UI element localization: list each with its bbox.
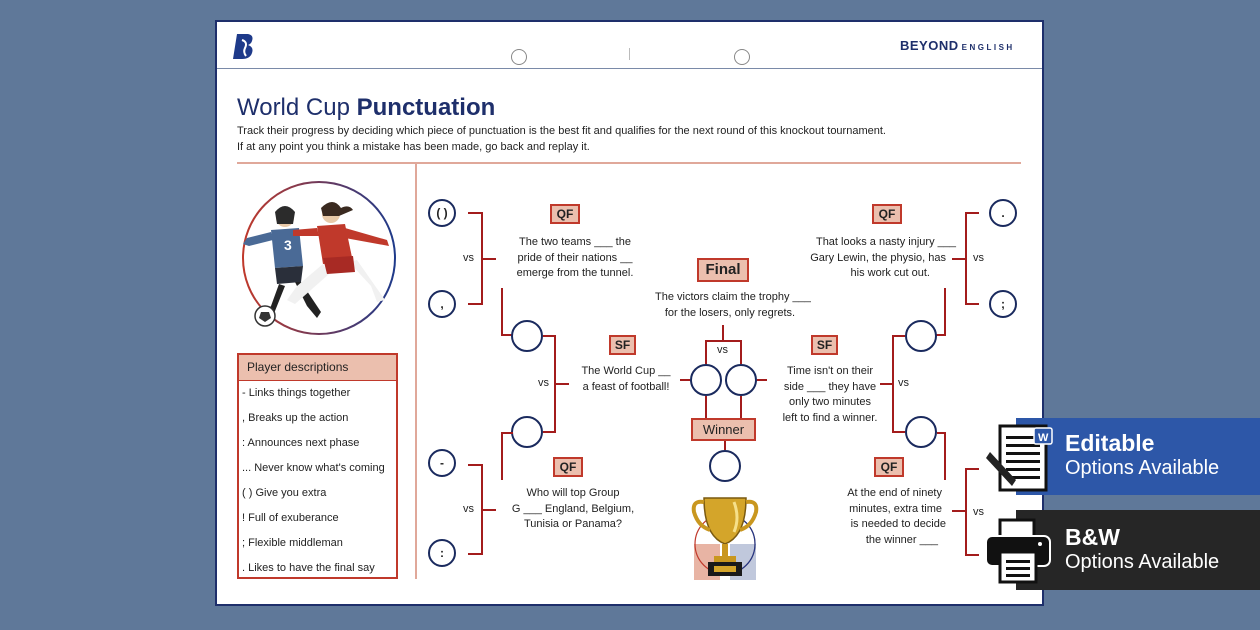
description-item: , Breaks up the action [242, 412, 349, 424]
qf-tag: QF [874, 457, 904, 477]
qf-left-top-player-1[interactable]: ( ) [428, 199, 456, 227]
vs-label: vs [463, 252, 474, 264]
brand-wordmark [900, 38, 1015, 53]
qf-right-top-player-2[interactable]: ; [989, 290, 1017, 318]
bracket-line [893, 431, 905, 433]
sentence-line: The victors claim the trophy ___ [655, 291, 811, 303]
finalist-left[interactable] [690, 364, 722, 396]
bracket-line [965, 468, 979, 470]
bracket-line [936, 334, 946, 336]
qf-right-top-player-1[interactable]: . [989, 199, 1017, 227]
badge-subtitle: Options Available [1065, 551, 1220, 573]
sentence-line: is needed to decide [850, 518, 946, 530]
center-mark [629, 48, 630, 60]
bracket-line [965, 554, 979, 556]
bracket-line [705, 340, 707, 364]
sf-right-sentence [770, 364, 890, 426]
bracket-line [722, 325, 724, 341]
bracket-line [740, 396, 742, 418]
brand-main: BEYOND [900, 38, 959, 53]
sentence-line: The two teams ___ the [519, 236, 631, 248]
bracket-line [944, 432, 946, 480]
sf-left-player-2[interactable] [511, 416, 543, 448]
vs-label: vs [973, 506, 984, 518]
punch-hole-left [511, 49, 527, 65]
column-divider [415, 163, 417, 579]
finalist-right[interactable] [725, 364, 757, 396]
sf-left-player-1[interactable] [511, 320, 543, 352]
sentence-line: Tunisia or Panama? [523, 518, 623, 530]
bracket-line [965, 303, 979, 305]
vs-label: vs [463, 503, 474, 515]
bracket-line [705, 340, 742, 342]
badge-title: Editable [1065, 430, 1155, 456]
title-light: World Cup [237, 94, 357, 121]
qf-left-bottom-player-1[interactable]: - [428, 449, 456, 477]
bracket-line [740, 340, 742, 364]
sentence-line: That looks a nasty injury ___ [815, 236, 956, 248]
sentence-line: Time isn't on their [786, 365, 874, 377]
description-item: ; Flexible middleman [242, 537, 343, 549]
qf-left-top-sentence [500, 235, 650, 282]
section-divider [237, 162, 1021, 164]
qf-right-top-sentence [786, 235, 956, 282]
bracket-line [952, 258, 966, 260]
qf-left-top-player-2[interactable]: , [428, 290, 456, 318]
sf-left-sentence [567, 364, 685, 395]
bracket-line [468, 303, 482, 305]
sf-tag: SF [609, 335, 636, 355]
bracket-line [724, 441, 726, 450]
svg-text:W: W [1038, 432, 1049, 444]
bracket-line [952, 510, 966, 512]
qf-tag: QF [872, 204, 902, 224]
sf-tag: SF [811, 335, 838, 355]
bracket-line [965, 212, 967, 305]
vs-label: vs [898, 377, 909, 389]
bracket-line [468, 553, 482, 555]
qf-right-bottom-sentence [816, 486, 946, 548]
vs-label: vs [538, 377, 549, 389]
sf-right-player-2[interactable] [905, 416, 937, 448]
sentence-line: pride of their nations __ [517, 251, 633, 264]
sentence-line: side ___ they have [783, 380, 877, 393]
bracket-line [757, 379, 767, 381]
bracket-line [482, 258, 496, 260]
final-tag: Final [697, 258, 749, 282]
sentence-line: only two minutes [789, 396, 871, 408]
description-item: ... Never know what's coming [242, 462, 385, 474]
sentence-line: G ___ England, Belgium, [511, 502, 635, 515]
player-descriptions-heading: Player descriptions [239, 355, 396, 381]
description-item: . Likes to have the final say [242, 562, 375, 574]
sentence-line: At the end of ninety [847, 487, 942, 499]
page-title [237, 94, 495, 122]
sentence-line: his work cut out. [850, 267, 930, 279]
title-bold: Punctuation [356, 94, 496, 121]
intro-line-1: Track their progress by deciding which piece of punctuation is the best fit and qualifies for the next round of this knockout tournament. [237, 125, 886, 137]
bracket-line [944, 288, 946, 336]
sentence-line: left to find a winner. [782, 411, 878, 424]
sentence-line: minutes, extra time [849, 502, 942, 515]
sentence-line: for the losers, only regrets. [664, 306, 796, 319]
badge-title: B&W [1065, 524, 1120, 550]
description-item: - Links things together [242, 387, 351, 399]
intro-line-2: If at any point you think a mistake has been made, go back and replay it. [237, 141, 590, 153]
printer-icon [982, 514, 1056, 586]
qf-tag: QF [553, 457, 583, 477]
sentence-line: The World Cup __ [581, 365, 671, 377]
winner-slot[interactable] [709, 450, 741, 482]
bracket-line [501, 432, 503, 480]
bracket-line [468, 212, 482, 214]
trophy-icon [690, 492, 760, 580]
winner-tag: Winner [691, 418, 756, 441]
vs-label: vs [717, 344, 728, 356]
sentence-line: Who will top Group [526, 487, 620, 499]
brand-sub: ENGLISH [961, 43, 1015, 52]
bracket-line [965, 468, 967, 556]
description-item: ( ) Give you extra [242, 487, 327, 499]
description-item: : Announces next phase [242, 437, 360, 449]
beyond-logo-icon [232, 32, 256, 60]
player-descriptions-panel [237, 353, 398, 579]
bracket-line [680, 379, 690, 381]
bracket-line [705, 396, 707, 418]
word-document-icon [980, 420, 1060, 500]
football-players-illustration [237, 178, 399, 338]
sentence-line: emerge from the tunnel. [516, 267, 634, 279]
vs-label: vs [973, 252, 984, 264]
bracket-line [965, 212, 979, 214]
header-divider [217, 68, 1042, 69]
bracket-line [893, 335, 905, 337]
punch-hole-right [734, 49, 750, 65]
badge-subtitle: Options Available [1065, 457, 1220, 479]
bracket-line [501, 288, 503, 336]
final-sentence [655, 290, 811, 321]
qf-left-bottom-sentence [493, 486, 653, 533]
bracket-line [468, 464, 482, 466]
sentence-line: the winner ___ [865, 533, 938, 546]
qf-left-bottom-player-2[interactable]: : [428, 539, 456, 567]
sentence-line: Gary Lewin, the physio, has [810, 251, 946, 264]
sf-right-player-1[interactable] [905, 320, 937, 352]
description-item: ! Full of exuberance [242, 512, 339, 524]
qf-tag: QF [550, 204, 580, 224]
sentence-line: a feast of football! [582, 380, 670, 393]
svg-text:3: 3 [284, 237, 292, 253]
